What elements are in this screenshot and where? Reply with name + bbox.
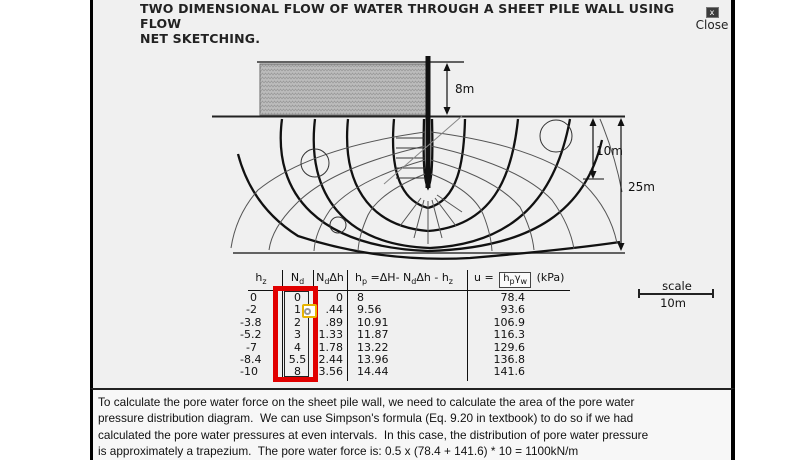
scale-tick-right: [712, 289, 714, 298]
scale-bar: [638, 293, 714, 295]
col-header-hz: $h_z$: [255, 271, 267, 287]
page-title-line1: TWO DIMENSIONAL FLOW OF WATER THROUGH A SHEET PILE WALL USING FLOW: [140, 1, 675, 31]
table-row: -8.4 5.5 2.44 13.96 136.8: [240, 352, 525, 366]
note-line: pressure distribution diagram. We can use Simpson's formula (Eq. 9.20 in textbook) to do so if we had: [98, 411, 634, 426]
col-header-nddh: $N_d\Delta h$: [316, 271, 344, 287]
dim-25m-label: 25m: [628, 180, 655, 194]
scale-value: 10m: [660, 296, 686, 310]
col-header-u: $u = h_p\gamma_w$ (kPa): [474, 271, 565, 286]
col-header-nd: $N_d$: [290, 271, 305, 287]
dim-8m-label: 8m: [455, 82, 475, 96]
page-title: [140, 1, 715, 46]
col-header-hp-formula: $h_p =\Delta H-$ $N_d\Delta h - h_z$: [355, 271, 453, 287]
hp-gamma-button[interactable]: $h_p\gamma_w$: [499, 272, 531, 288]
note-line: is approximately a trapezium. The pore water force is: 0.5 x (78.4 + 141.6) * 10 = 1100kN/m: [98, 444, 579, 459]
page-title-line2: NET SKETCHING.: [140, 31, 261, 46]
highlight-rectangle: [273, 286, 318, 382]
scale-label: scale: [662, 279, 692, 293]
close-control: [694, 0, 730, 31]
close-icon[interactable]: x: [706, 7, 719, 18]
table-row: -2 1 .44 9.56 93.6: [246, 303, 525, 317]
dim-10m-label: 10m: [596, 144, 623, 158]
table-row: 0 0 0 8 78.4: [250, 291, 525, 304]
note-line: To calculate the pore water force on the sheet pile wall, we need to calculate the area of the pore water: [98, 395, 635, 409]
table-row: -5.2 3 1.33 11.87 116.3: [240, 328, 525, 342]
cursor-marker-icon[interactable]: [302, 304, 317, 318]
table-row: -10 8 3.56 14.44 141.6: [240, 365, 525, 379]
table-row: -3.8 2 .89 10.91 106.9: [240, 315, 525, 329]
note-line: calculated the pore water pressures at even intervals. In this case, the distribution of pore water pressure: [98, 427, 649, 442]
close-button[interactable]: Close: [695, 18, 729, 32]
explanation-note: [90, 388, 735, 460]
table-row: -7 4 1.78 13.22 129.6: [246, 340, 525, 354]
